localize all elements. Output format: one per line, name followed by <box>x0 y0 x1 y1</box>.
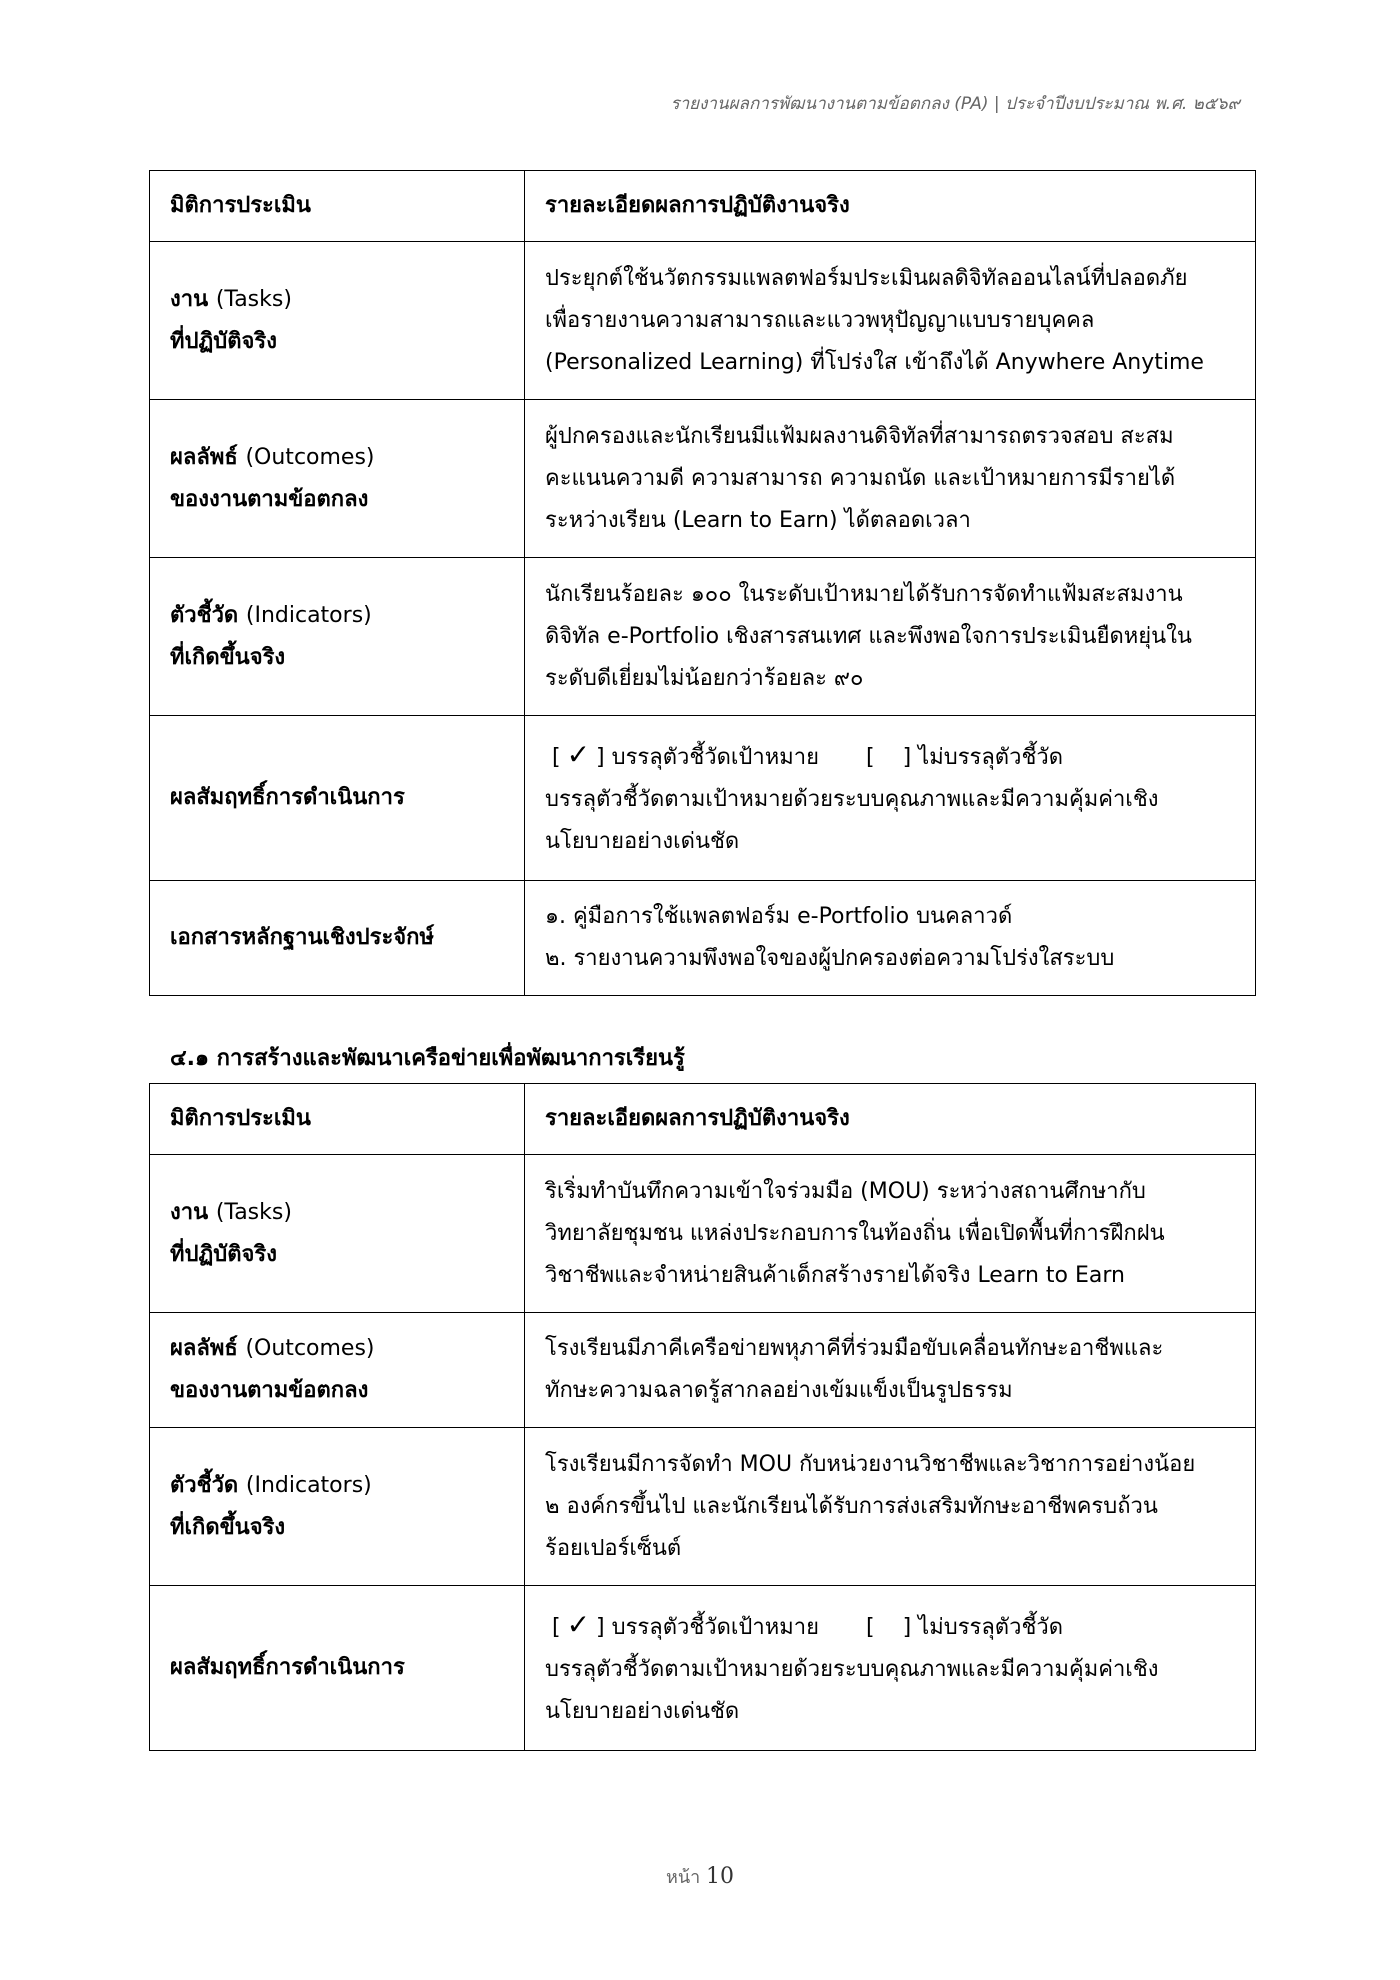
dimension-cell: ตัวชี้วัด (Indicators) ที่เกิดขึ้นจริง <box>150 1428 525 1586</box>
column-header-dimension: มิติการประเมิน <box>150 171 525 242</box>
page-number: 10 <box>706 1864 734 1889</box>
dimension-cell: ตัวชี้วัด (Indicators) ที่เกิดขึ้นจริง <box>150 558 525 716</box>
table-row-outcomes <box>150 400 1256 558</box>
table-row-outcomes <box>150 1313 1256 1428</box>
column-header-details: รายละเอียดผลการปฏิบัติงานจริง <box>525 171 1256 242</box>
table-row-tasks <box>150 1155 1256 1313</box>
details-cell: ประยุกต์ใช้นวัตกรรมแพลตฟอร์มประเมินผลดิจิทัลออนไลน์ที่ปลอดภัย เพื่อรายงานความสามารถและแววพหุปัญญาแบบรายบุคคล (Personalized Learning) ที่โปร่งใส เข้าถึงได้ Anywhere Anytime <box>525 242 1256 400</box>
dimension-cell: ผลลัพธ์ (Outcomes) ของงานตามข้อตกลง <box>150 1313 525 1428</box>
pa-table-1 <box>149 170 1256 996</box>
details-cell: ๑. คู่มือการใช้แพลตฟอร์ม e-Portfolio บนคลาวด์ ๒. รายงานความพึงพอใจของผู้ปกครองต่อความโปร่งใสระบบ <box>525 881 1256 996</box>
dimension-cell: งาน (Tasks) ที่ปฏิบัติจริง <box>150 1155 525 1313</box>
details-cell: ผู้ปกครองและนักเรียนมีแฟ้มผลงานดิจิทัลที่สามารถตรวจสอบ สะสม คะแนนความดี ความสามารถ ความถนัด และเป้าหมายการมีรายได้ ระหว่างเรียน (Learn to Earn) ได้ตลอดเวลา <box>525 400 1256 558</box>
dimension-cell: ผลลัพธ์ (Outcomes) ของงานตามข้อตกลง <box>150 400 525 558</box>
dimension-cell: เอกสารหลักฐานเชิงประจักษ์ <box>150 881 525 996</box>
section-title: ๔.๑ การสร้างและพัฒนาเครือข่ายเพื่อพัฒนาการเรียนรู้ <box>170 1046 685 1071</box>
details-cell: โรงเรียนมีการจัดทำ MOU กับหน่วยงานวิชาชีพและวิชาการอย่างน้อย ๒ องค์กรขึ้นไป และนักเรียนได้รับการส่งเสริมทักษะอาชีพครบถ้วน ร้อยเปอร์เซ็นต์ <box>525 1428 1256 1586</box>
page-label: หน้า <box>665 1867 701 1888</box>
table-row-achievement <box>150 1586 1256 1751</box>
details-cell: โรงเรียนมีภาคีเครือข่ายพหุภาคีที่ร่วมมือขับเคลื่อนทักษะอาชีพและ ทักษะความฉลาดรู้สากลอย่างเข้มแข็งเป็นรูปธรรม <box>525 1313 1256 1428</box>
column-header-dimension: มิติการประเมิน <box>150 1084 525 1155</box>
achievement-status: [ ✓ ] บรรลุตัวชี้วัดเป้าหมาย [ ] ไม่บรรลุตัวชี้วัด <box>545 1607 1064 1641</box>
table-row-indicators <box>150 558 1256 716</box>
page-header: รายงานผลการพัฒนางานตามข้อตกลง (PA) | ประจำปีงบประมาณ พ.ศ. ๒๕๖๙ <box>670 94 1240 114</box>
table-row-indicators <box>150 1428 1256 1586</box>
check-mark-icon: ✓ <box>566 1607 591 1641</box>
achievement-status: [ ✓ ] บรรลุตัวชี้วัดเป้าหมาย [ ] ไม่บรรลุตัวชี้วัด <box>545 737 1064 771</box>
details-cell: [ ✓ ] บรรลุตัวชี้วัดเป้าหมาย [ ] ไม่บรรลุตัวชี้วัด บรรลุตัวชี้วัดตามเป้าหมายด้วยระบบคุณภาพและมีความคุ้มค่าเชิง นโยบายอย่างเด่นชัด <box>525 716 1256 881</box>
details-cell: นักเรียนร้อยละ ๑๐๐ ในระดับเป้าหมายได้รับการจัดทำแฟ้มสะสมงาน ดิจิทัล e-Portfolio เชิงสารสนเทศ และพึงพอใจการประเมินยืดหยุ่นใน ระดับดีเยี่ยมไม่น้อยกว่าร้อยละ ๙๐ <box>525 558 1256 716</box>
table-row-tasks <box>150 242 1256 400</box>
page-footer <box>0 1862 1400 1891</box>
pa-table-2 <box>149 1083 1256 1751</box>
details-cell: [ ✓ ] บรรลุตัวชี้วัดเป้าหมาย [ ] ไม่บรรลุตัวชี้วัด บรรลุตัวชี้วัดตามเป้าหมายด้วยระบบคุณภาพและมีความคุ้มค่าเชิง นโยบายอย่างเด่นชัด <box>525 1586 1256 1751</box>
dimension-cell: ผลสัมฤทธิ์การดำเนินการ <box>150 1586 525 1751</box>
check-mark-icon: ✓ <box>566 737 591 771</box>
table-row-achievement <box>150 716 1256 881</box>
details-cell: ริเริ่มทำบันทึกความเข้าใจร่วมมือ (MOU) ระหว่างสถานศึกษากับ วิทยาลัยชุมชน แหล่งประกอบการในท้องถิ่น เพื่อเปิดพื้นที่การฝึกฝน วิชาชีพและจำหน่ายสินค้าเด็กสร้างรายได้จริง Learn to Earn <box>525 1155 1256 1313</box>
dimension-cell: ผลสัมฤทธิ์การดำเนินการ <box>150 716 525 881</box>
table-header-row <box>150 1084 1256 1155</box>
dimension-cell: งาน (Tasks) ที่ปฏิบัติจริง <box>150 242 525 400</box>
table-header-row <box>150 171 1256 242</box>
column-header-details: รายละเอียดผลการปฏิบัติงานจริง <box>525 1084 1256 1155</box>
table-row-evidence <box>150 881 1256 996</box>
